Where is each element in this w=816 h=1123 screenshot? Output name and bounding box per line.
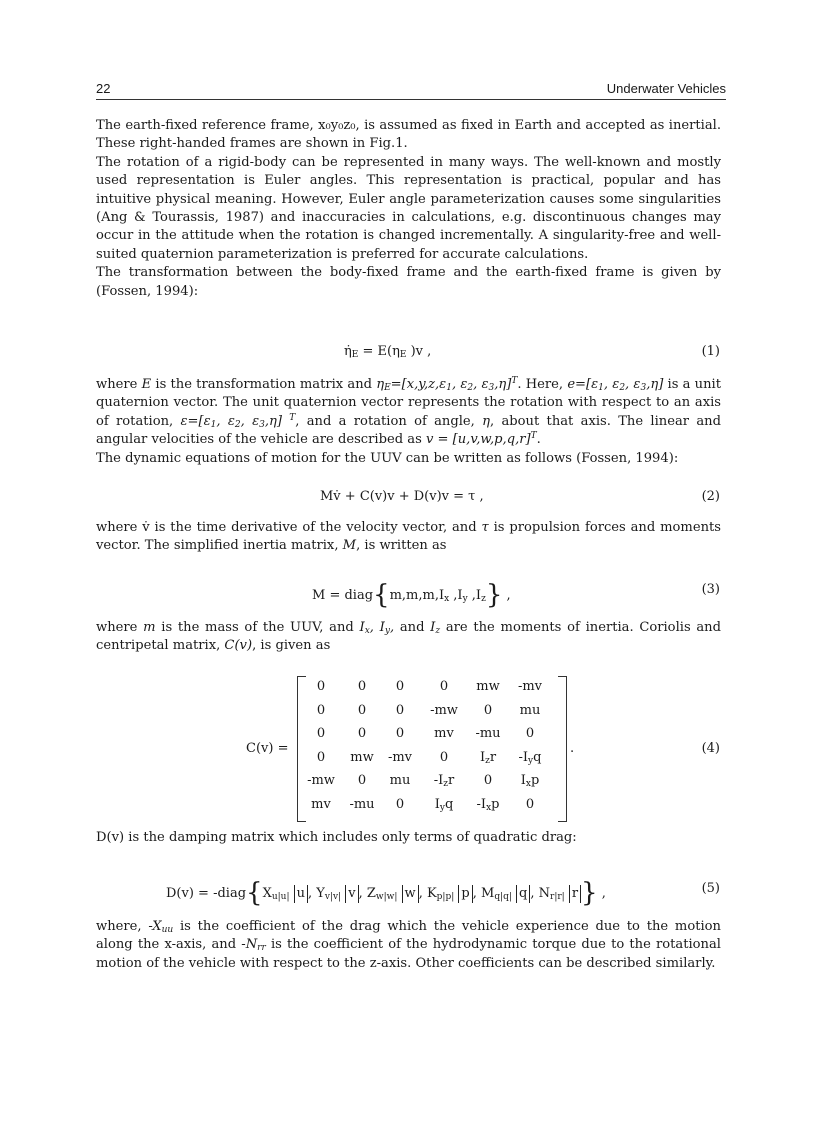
equation-2: Mv̇ + C(v)v + D(v)v = τ , xyxy=(320,489,484,504)
para-coefficients: where, $-X_{uu}$ is the coefficient of the drag which the vehicle experience due to the motion along the x-axis, and $-N_{rr}$ is the coefficient of the hydrodynamic torque due to the rotational motion of the vehicle with respect to the z-axis. Other coefficients can be described similarly. xyxy=(96,919,721,971)
matrix-cell: 0 xyxy=(316,726,326,741)
matrix-cell: 0 xyxy=(395,702,405,718)
matrix-cell: 0 xyxy=(316,679,326,694)
equation-4-period: . xyxy=(570,741,575,756)
matrix-cell: $-I_yq$ xyxy=(518,749,542,766)
equation-4-number: (4) xyxy=(701,741,720,756)
matrix-cell: $-I_xp$ xyxy=(476,796,500,813)
matrix-cell: 0 xyxy=(357,702,367,718)
para-earth-frame: The earth-fixed reference frame, x₀y₀z₀, is assumed as fixed in Earth and accepted as inertial. These right-handed frames are shown in Fig.1. xyxy=(96,118,721,152)
matrix-cell: 0 xyxy=(357,726,367,741)
equation-1: $\etȧ_E = E(\eta_E$ )v , xyxy=(344,344,432,360)
matrix-cell: 0 xyxy=(395,726,405,741)
matrix-cell: $I_zr$ xyxy=(479,749,497,766)
matrix-cell: 0 xyxy=(357,773,367,788)
matrix-cell: mv xyxy=(434,726,454,741)
para-coriolis: where m is the mass of the UUV, and $I_x$, $I_y$, and $I_z$ are the moments of inertia. Coriolis and centripetal matrix, C(v), is given as xyxy=(96,620,722,654)
para-damping: D(v) is the damping matrix which includes only terms of quadratic drag: xyxy=(96,830,577,845)
matrix-cell: mw xyxy=(476,679,500,694)
matrix-cell: 0 xyxy=(316,749,326,765)
matrix-cell: mu xyxy=(519,702,541,718)
matrix-cell: mv xyxy=(311,796,331,812)
para-quaternion: where E is the transformation matrix and $\eta_E=[x,y,z,\varepsilon_1$, $\varepsilon_2$, $\varepsilon_3,\eta]^T$. Here, $e=[\varepsilon_1$, $\varepsilon_2$, $\varepsilon_3,\eta$] is a unit quaternion vector. The unit quaternion vector represents the rotation with respect to an axis of rotation, $\varepsilon=[\varepsilon_1$, $\varepsilon_2$, $\varepsilon_3,\eta$] $^T$, and a rotation of angle, η, about that axis. The linear and angular velocities of the vehicle are described as $v = [u,v,w,p,q,r]^T$. The dynamic equations of motion for the UUV can be written as follows (Fossen, 1994): xyxy=(96,376,721,468)
equation-3: $M = diag\{m,m,m,I_x$ $,I_y$ $,I_z$} , xyxy=(312,580,511,610)
page-number: 22 xyxy=(96,81,111,96)
equation-2-number: (2) xyxy=(701,489,720,504)
page-header xyxy=(96,80,726,98)
matrix-cell: 0 xyxy=(525,726,535,741)
coriolis-matrix xyxy=(297,676,567,822)
matrix-cell: 0 xyxy=(316,702,326,718)
matrix-cell: -mu xyxy=(475,726,501,741)
header-rule xyxy=(96,99,726,100)
matrix-cell: 0 xyxy=(483,773,493,788)
matrix-cell: -mu xyxy=(349,796,375,812)
matrix-right-bracket xyxy=(558,676,567,822)
equation-5: $D(v) = -diag\{X_{u|u|}$ u , $Y_{v|v|}$ v , $Z_{w|w|}$ w , $K_{p|p|}$ p , $M_{q|q|}$ q , $N_{r|r|}$ r } , xyxy=(166,878,606,908)
equation-1-number: (1) xyxy=(701,344,720,359)
matrix-cell: mw xyxy=(350,749,374,765)
matrix-cell: $-I_zr$ xyxy=(433,773,455,789)
matrix-cell: 0 xyxy=(439,679,449,694)
matrix-cell: 0 xyxy=(439,749,449,765)
matrix-cell: 0 xyxy=(395,679,405,694)
matrix-cell: -mw xyxy=(307,773,335,788)
equation-4-lhs: C(v) = xyxy=(246,741,289,756)
matrix-cell: 0 xyxy=(525,796,535,812)
matrix-cell: -mw xyxy=(430,702,458,718)
para-transformation: The transformation between the body-fixed frame and the earth-fixed frame is given by (Fossen, 1994): xyxy=(96,265,721,299)
matrix-cell: 0 xyxy=(395,796,405,812)
matrix-cell: $I_yq$ xyxy=(434,796,454,813)
para-dynamics: The dynamic equations of motion for the UUV can be written as follows (Fossen, 1994): xyxy=(96,450,679,466)
matrix-cell: mu xyxy=(389,773,411,788)
para-rotation: The rotation of a rigid-body can be represented in many ways. The well-known and mostly used representation is Euler angles. This representation is practical, popular and has intuitive physical meaning. However, Euler angle parameterization causes some singularities (Ang & Tourassis, 1987) and inaccuracies in calculations, e.g. discontinuous changes may occur in the attitude when the rotation is changed incrementally. A singularity-free and well-suited quaternion parameterization is preferred for accurate calculations. xyxy=(96,154,721,262)
matrix-cell: 0 xyxy=(357,679,367,694)
equation-3-number: (3) xyxy=(701,582,720,597)
para-velocity: where v̇ is the time derivative of the velocity vector, and τ is propulsion forces and moments vector. The simplified inertia matrix, M, is written as xyxy=(96,520,721,554)
paragraph-frame xyxy=(96,117,721,301)
matrix-cell: -mv xyxy=(387,749,413,765)
matrix-cell: $I_xp$ xyxy=(520,773,540,789)
running-title: Underwater Vehicles xyxy=(606,81,726,96)
matrix-cell: -mv xyxy=(517,679,543,694)
equation-5-number: (5) xyxy=(701,881,720,896)
matrix-cell: 0 xyxy=(483,702,493,718)
